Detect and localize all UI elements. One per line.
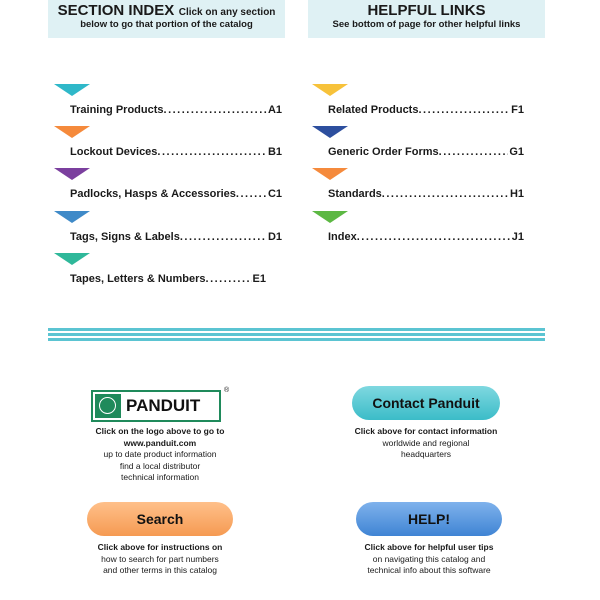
caption-line: technical information	[121, 472, 199, 482]
link-standards[interactable]	[328, 168, 524, 198]
helpful-links-title: HELPFUL LINKS	[367, 2, 486, 19]
triangle-marker-icon	[54, 168, 90, 180]
section-divider	[48, 328, 545, 342]
caption-line: worldwide and regional	[382, 437, 470, 448]
section-label: Tapes, Letters & Numbers	[70, 273, 206, 285]
section-page: C1	[267, 188, 282, 200]
caption-line: find a local distributor	[119, 460, 201, 471]
link-label: Index	[328, 231, 357, 243]
link-label: Standards	[328, 188, 382, 200]
section-label: Lockout Devices	[70, 146, 158, 158]
helpful-links-subtitle: See bottom of page for other helpful links	[332, 19, 521, 31]
section-label: Training Products	[70, 104, 164, 116]
registered-mark: ®	[224, 387, 230, 394]
section-page: B1	[267, 146, 282, 158]
caption-line: technical info about this software	[367, 565, 491, 575]
helpful-links-header	[308, 0, 545, 38]
caption-line: up to date product information	[103, 449, 217, 459]
caption-line: how to search for part numbers	[101, 553, 219, 564]
triangle-marker-icon	[312, 211, 348, 223]
panduit-logo[interactable]	[91, 387, 230, 422]
triangle-marker-icon	[312, 84, 348, 96]
section-page: D1	[267, 231, 282, 243]
link-label: Related Products	[328, 104, 419, 116]
section-index-header	[48, 0, 285, 38]
triangle-marker-icon	[54, 253, 90, 265]
link-page: F1	[511, 104, 524, 116]
caption-line: Click above for helpful user tips	[364, 542, 494, 552]
caption-line: on navigating this catalog and	[372, 553, 486, 564]
triangle-marker-icon	[54, 211, 90, 223]
link-generic-order-forms[interactable]	[328, 126, 524, 156]
triangle-marker-icon	[54, 84, 90, 96]
triangle-marker-icon	[312, 168, 348, 180]
caption-line: and other terms in this catalog	[103, 565, 217, 575]
section-page: A1	[267, 104, 282, 116]
section-link-tags[interactable]	[70, 211, 282, 241]
link-page: G1	[509, 146, 524, 158]
link-page: H1	[509, 188, 524, 200]
logo-caption	[60, 426, 260, 484]
section-index-title: SECTION INDEX	[57, 2, 175, 19]
globe-icon	[95, 394, 121, 418]
section-index-note: Click on any section	[178, 7, 276, 18]
contact-caption	[326, 426, 526, 461]
caption-link: www.panduit.com	[123, 437, 197, 448]
contact-panduit-button[interactable]: Contact Panduit	[352, 386, 500, 420]
section-page: E1	[252, 273, 266, 285]
section-index-subtitle: below to go that portion of the catalog	[80, 19, 253, 31]
help-caption	[329, 542, 529, 577]
caption-line: Click above for contact information	[354, 426, 498, 436]
section-link-tapes[interactable]	[70, 253, 282, 283]
link-page: J1	[511, 231, 524, 243]
section-link-training[interactable]	[70, 84, 282, 114]
section-link-lockout[interactable]	[70, 126, 282, 156]
caption-line: headquarters	[400, 449, 452, 459]
caption-line: Click on the logo above to go to	[95, 426, 225, 436]
triangle-marker-icon	[312, 126, 348, 138]
link-index[interactable]	[328, 211, 524, 241]
logo-wordmark: PANDUIT	[126, 396, 201, 415]
link-label: Generic Order Forms	[328, 146, 439, 158]
help-button[interactable]: HELP!	[356, 502, 502, 536]
triangle-marker-icon	[54, 126, 90, 138]
link-related-products[interactable]	[328, 84, 524, 114]
caption-line: Click above for instructions on	[97, 542, 223, 552]
search-button[interactable]: Search	[87, 502, 233, 536]
section-label: Tags, Signs & Labels	[70, 231, 180, 243]
search-caption	[60, 542, 260, 577]
section-label: Padlocks, Hasps & Accessories	[70, 188, 236, 200]
section-link-padlocks[interactable]	[70, 168, 282, 198]
